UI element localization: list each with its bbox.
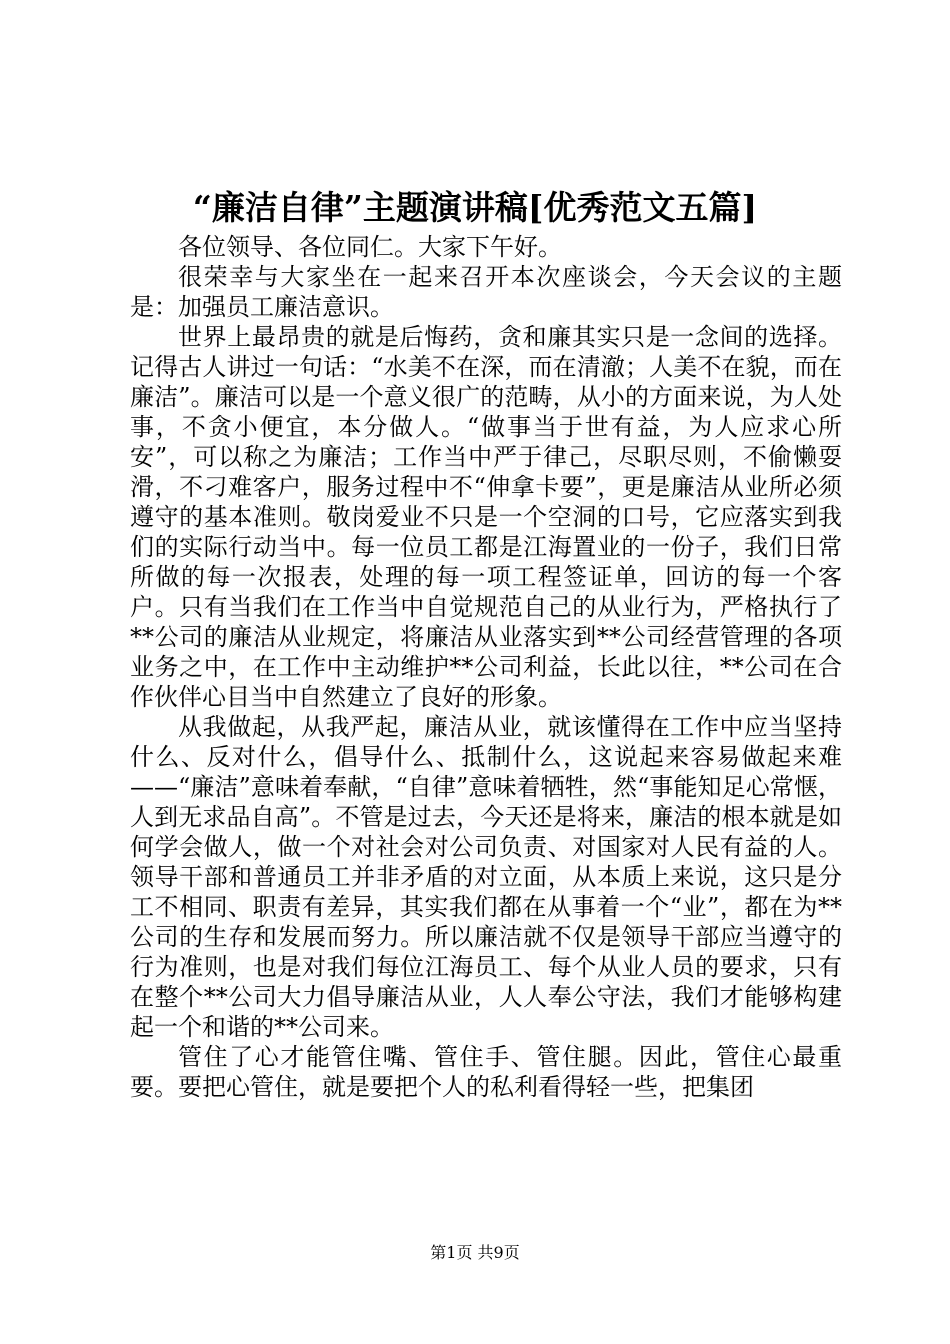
document-body (130, 232, 842, 1102)
paragraph-intro: 很荣幸与大家坐在一起来召开本次座谈会，今天会议的主题是：加强员工廉洁意识。 (130, 263, 842, 321)
paragraph-greeting: 各位领导、各位同仁。大家下午好。 (178, 233, 562, 261)
paragraph-regret: 世界上最昂贵的就是后悔药，贪和廉其实只是一念间的选择。记得古人讲过一句话：“水美不在深，而在清澈；人美不在貌，而在廉洁”。廉洁可以是一个意义很广的范畴，从小的方面来说，为人处事，不贪小便宜，本分做人。“做事当于世有益，为人应求心所安”，可以称之为廉洁；工作当中严于律己，尽职尽则，不偷懒耍滑，不刁难客户，服务过程中不“伸拿卡要”，更是廉洁从业所必须遵守的基本准则。敬岗爱业不只是一个空洞的口号，它应落实到我们的实际行动当中。每一位员工都是江海置业的一份子，我们日常所做的每一次报表，处理的每一项工程签证单，回访的每一个客户。只有当我们在工作当中自觉规范自己的从业行为，严格执行了**公司的廉洁从业规定，将廉洁从业落实到**公司经营管理的各项业务之中，在工作中主动维护**公司利益，长此以往，**公司在合作伙伴心目当中自然建立了良好的形象。 (130, 323, 842, 711)
page-number-footer: 第1页 共9页 (430, 1243, 520, 1262)
paragraph-start-from-me: 从我做起，从我严起，廉洁从业，就该懂得在工作中应当坚持什么、反对什么，倡导什么、抵制什么，这说起来容易做起来难——“廉洁”意味着奉献，“自律”意味着牺牲，然“事能知足心常惬，人到无求品自高”。不管是过去，今天还是将来，廉洁的根本就是如何学会做人，做一个对社会对公司负责、对国家对人民有益的人。领导干部和普通员工并非矛盾的对立面，从本质上来说，这只是分工不相同、职责有差异，其实我们都在从事着一个“业”，都在为**公司的生存和发展而努力。所以廉洁就不仅是领导干部应当遵守的行为准则，也是对我们每位江海员工、每个从业人员的要求，只有在整个**公司大力倡导廉洁从业，人人奉公守法，我们才能够构建起一个和谐的**公司来。 (130, 713, 842, 1041)
paragraph-manage-heart: 管住了心才能管住嘴、管住手、管住腿。因此，管住心最重要。要把心管住，就是要把个人的私利看得轻一些，把集团 (130, 1043, 842, 1101)
document-title: “廉洁自律”主题演讲稿[优秀范文五篇] (192, 188, 758, 227)
